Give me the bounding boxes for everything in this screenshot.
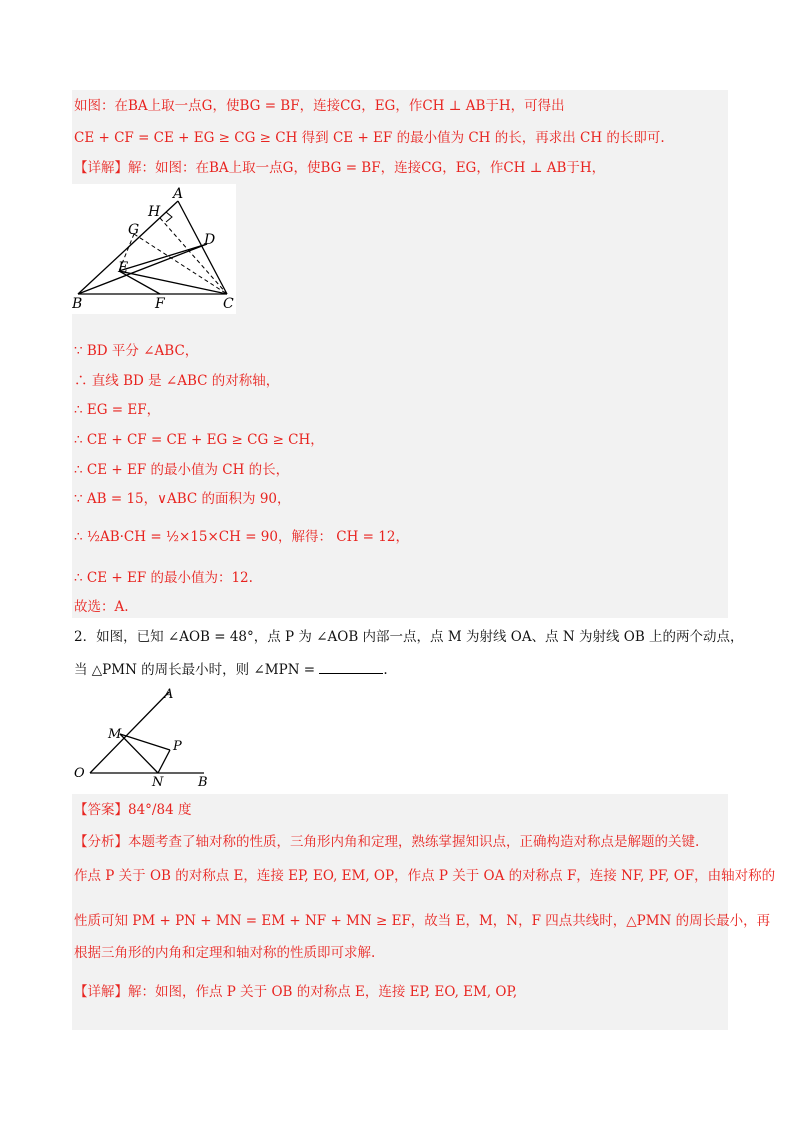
label-E: E	[118, 260, 129, 276]
q1-step-6: ∵ AB = 15，∨ABC 的面积为 90，	[74, 491, 291, 507]
q1-analysis-line-1: 如图：在BA上取一点G，使BG = BF，连接CG，EG，作CH ⊥ AB于H，可得出	[74, 98, 565, 114]
q1-triangle-svg	[72, 184, 236, 314]
q1-detail-intro: 【详解】解：如图：在BA上取一点G，使BG = BF，连接CG，EG，作CH ⊥ AB于H，	[74, 160, 606, 176]
q1-answer-choice: 故选：A.	[74, 599, 129, 615]
q1-step-3: ∴ EG = EF，	[74, 402, 161, 418]
q2-angle-figure	[72, 684, 222, 790]
label-A: A	[173, 186, 184, 202]
label-O: O	[74, 766, 85, 781]
q2-detail: 【详解】解：如图，作点 P 关于 OB 的对称点 E，连接 EP, EO, EM, OP,	[74, 984, 518, 1000]
q2-analysis-line-4: 根据三角形的内角和定理和轴对称的性质即可求解.	[74, 945, 376, 961]
q1-step-5: ∴ CE + EF 的最小值为 CH 的长，	[74, 462, 290, 478]
label-C: C	[223, 296, 234, 312]
q1-analysis-line-2: CE + CF = CE + EG ≥ CG ≥ CH 得到 CE + EF 的最小值为 CH 的长，再求出 CH 的长即可.	[74, 130, 665, 146]
q2-answer: 【答案】84°/84 度	[74, 802, 192, 818]
label-A: A	[164, 687, 174, 702]
q2-analysis-line-1: 【分析】本题考查了轴对称的性质，三角形内角和定理，熟练掌握知识点，正确构造对称点是解题的关键.	[74, 834, 700, 850]
label-M: M	[108, 727, 122, 742]
q1-step-7: ∴ ½AB·CH = ½×15×CH = 90，解得： CH = 12，	[74, 529, 409, 545]
label-P: P	[173, 739, 182, 754]
label-N: N	[152, 775, 164, 790]
label-B: B	[198, 775, 208, 790]
q2-analysis-line-2: 作点 P 关于 OB 的对称点 E，连接 EP, EO, EM, OP，作点 P 关于 OA 的对称点 F，连接 NF, PF, OF，由轴对称的	[74, 868, 776, 884]
q1-step-2: ∴ 直线 BD 是 ∠ABC 的对称轴，	[74, 373, 280, 389]
q2-analysis-line-3: 性质可知 PM + PN + MN = EM + NF + MN ≥ EF，故当 E，M，N，F 四点共线时，△PMN 的周长最小，再	[74, 913, 771, 929]
q1-step-4: ∴ CE + CF = CE + EG ≥ CG ≥ CH，	[74, 432, 324, 448]
label-D: D	[204, 232, 216, 248]
label-F: F	[155, 296, 165, 312]
q1-step-1: ∵ BD 平分 ∠ABC，	[74, 343, 199, 359]
label-G: G	[128, 222, 140, 238]
q2-angle-svg	[72, 684, 222, 790]
label-B: B	[72, 296, 83, 312]
q1-triangle-figure	[72, 184, 236, 314]
answer-blank	[319, 661, 383, 674]
q1-step-8: ∴ CE + EF 的最小值为：12.	[74, 570, 253, 586]
label-H: H	[148, 204, 161, 220]
q2-stem-line-2	[74, 660, 388, 680]
q2-stem-end: .	[383, 662, 388, 678]
q2-stem-line-1: 2．如图，已知 ∠AOB = 48°，点 P 为 ∠AOB 内部一点，点 M 为射线 OA、点 N 为射线 OB 上的两个动点，	[74, 629, 744, 645]
q2-stem-text: 当 △PMN 的周长最小时，则 ∠MPN =	[74, 662, 316, 678]
